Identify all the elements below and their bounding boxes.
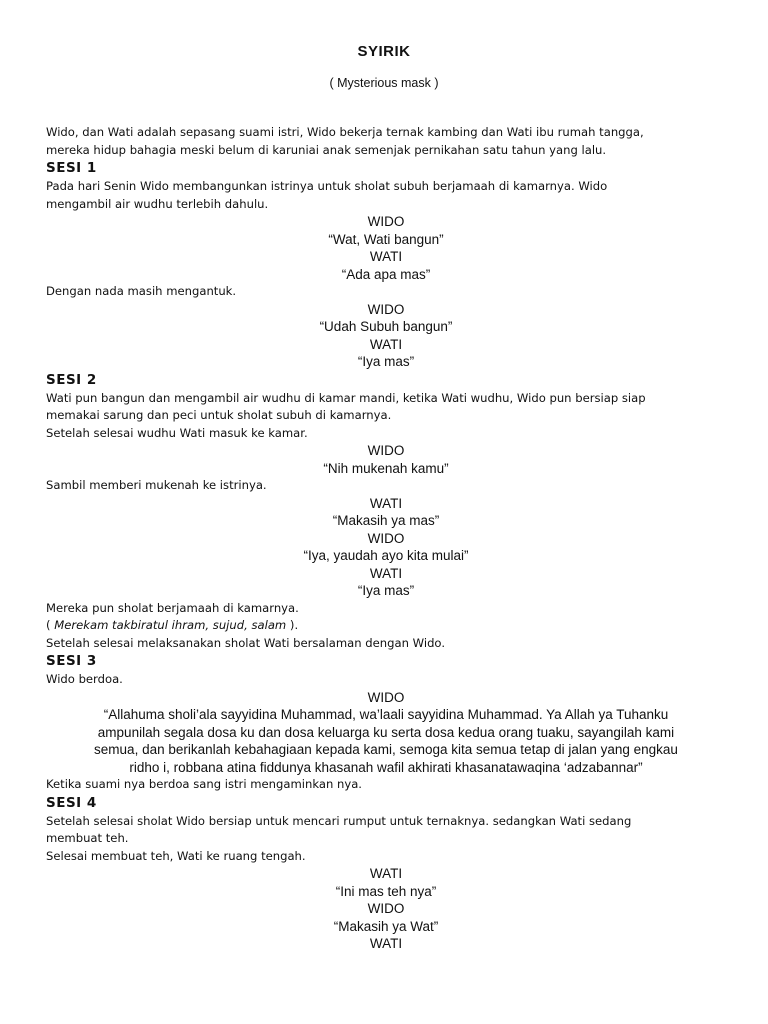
speaker-name: WIDO xyxy=(367,301,405,317)
dialogue-line: “Ada apa mas” xyxy=(341,266,431,282)
narration-line: Wido berdoa. xyxy=(46,672,123,686)
dialogue-line: “Iya, yaudah ayo kita mulai” xyxy=(303,548,469,563)
intro-line: Wido, dan Wati adalah sepasang suami istri, Wido bekerja ternak kambing dan Wati ibu rumah tangga, xyxy=(46,125,644,139)
stage-direction-close: ). xyxy=(286,618,299,632)
dialogue-line: “Nih mukenah kamu” xyxy=(323,460,449,476)
narration-line: Setelah selesai wudhu Wati masuk ke kamar. xyxy=(46,425,308,440)
speaker-name: WATI xyxy=(369,249,403,264)
speaker-name: WATI xyxy=(369,936,403,951)
section-heading-sesi-4: SESI 4 xyxy=(46,794,97,811)
dialogue-line: “Makasih ya Wat” xyxy=(333,918,439,934)
speaker-name: WIDO xyxy=(367,530,405,546)
page-title: SYIRIK xyxy=(357,43,411,60)
narration-line: memakai sarung dan peci untuk sholat subuh di kamarnya. xyxy=(46,408,392,422)
narration-line: Setelah selesai sholat Wido bersiap untuk mencari rumput untuk ternaknya. sedangkan Wati sedang xyxy=(46,813,632,828)
prayer-line: ridho i, robbana atina fiddunya khasanah wafil akhirati khasanatawaqina ‘adzabannar” xyxy=(129,759,643,775)
intro-line: mereka hidup bahagia meski belum di karuniai anak semenjak pernikahan satu tahun yang lalu. xyxy=(46,142,607,157)
page-subtitle: ( Mysterious mask ) xyxy=(329,76,439,90)
narration-line: Mereka pun sholat berjamaah di kamarnya. xyxy=(46,600,299,615)
prayer-line: semua, dan berikanlah kebahagiaan kepada kami, semoga kita semua tetap di jalan yang engkau xyxy=(94,742,678,757)
script-body xyxy=(46,124,726,953)
section-heading-sesi-2: SESI 2 xyxy=(46,371,97,388)
speaker-name: WIDO xyxy=(367,214,405,229)
dialogue-line: “Makasih ya mas” xyxy=(332,513,440,528)
speaker-name: WIDO xyxy=(367,443,405,458)
narration-line: Pada hari Senin Wido membangunkan istrinya untuk sholat subuh berjamaah di kamarnya. Wido xyxy=(46,179,608,193)
section-heading-sesi-3: SESI 3 xyxy=(46,653,97,669)
narration-line: Wati pun bangun dan mengambil air wudhu di kamar mandi, ketika Wati wudhu, Wido pun bersiap siap xyxy=(46,390,646,405)
stage-direction-text: Merekam takbiratul ihram, sujud, salam xyxy=(54,618,287,632)
speaker-name: WATI xyxy=(369,866,403,881)
speaker-name: WIDO xyxy=(367,901,405,916)
narration-line: Setelah selesai melaksanakan sholat Wati bersalaman dengan Wido. xyxy=(46,635,445,650)
dialogue-line: “Wat, Wati bangun” xyxy=(328,231,444,247)
stage-direction xyxy=(46,617,726,635)
speaker-name: WATI xyxy=(369,495,403,511)
speaker-name: WATI xyxy=(369,336,403,352)
speaker-name: WATI xyxy=(369,565,403,581)
prayer-line: ampunilah segala dosa ku dan dosa keluarga ku serta dosa kedua orang tuaku, sayangilah kami xyxy=(97,724,675,740)
narration-line: Ketika suami nya berdoa sang istri mengaminkan nya. xyxy=(46,777,362,791)
dialogue-line: “Ini mas teh nya” xyxy=(335,883,437,899)
dialogue-line: “Iya mas” xyxy=(357,354,415,369)
narration-line: membuat teh. xyxy=(46,831,129,845)
narration-line: Dengan nada masih mengantuk. xyxy=(46,284,237,298)
section-heading-sesi-1: SESI 1 xyxy=(46,160,97,176)
dialogue-line: “Iya mas” xyxy=(357,583,415,598)
speaker-name: WIDO xyxy=(367,689,405,705)
prayer-line: “Allahuma sholi’ala sayyidina Muhammad, wa’laali sayyidina Muhammad. Ya Allah ya Tuhanku xyxy=(103,707,669,722)
narration-line: Sambil memberi mukenah ke istrinya. xyxy=(46,478,267,492)
narration-line: Selesai membuat teh, Wati ke ruang tengah. xyxy=(46,848,306,863)
narration-line: mengambil air wudhu terlebih dahulu. xyxy=(46,196,269,211)
stage-direction-open: ( xyxy=(46,618,55,632)
dialogue-line: “Udah Subuh bangun” xyxy=(319,319,453,334)
